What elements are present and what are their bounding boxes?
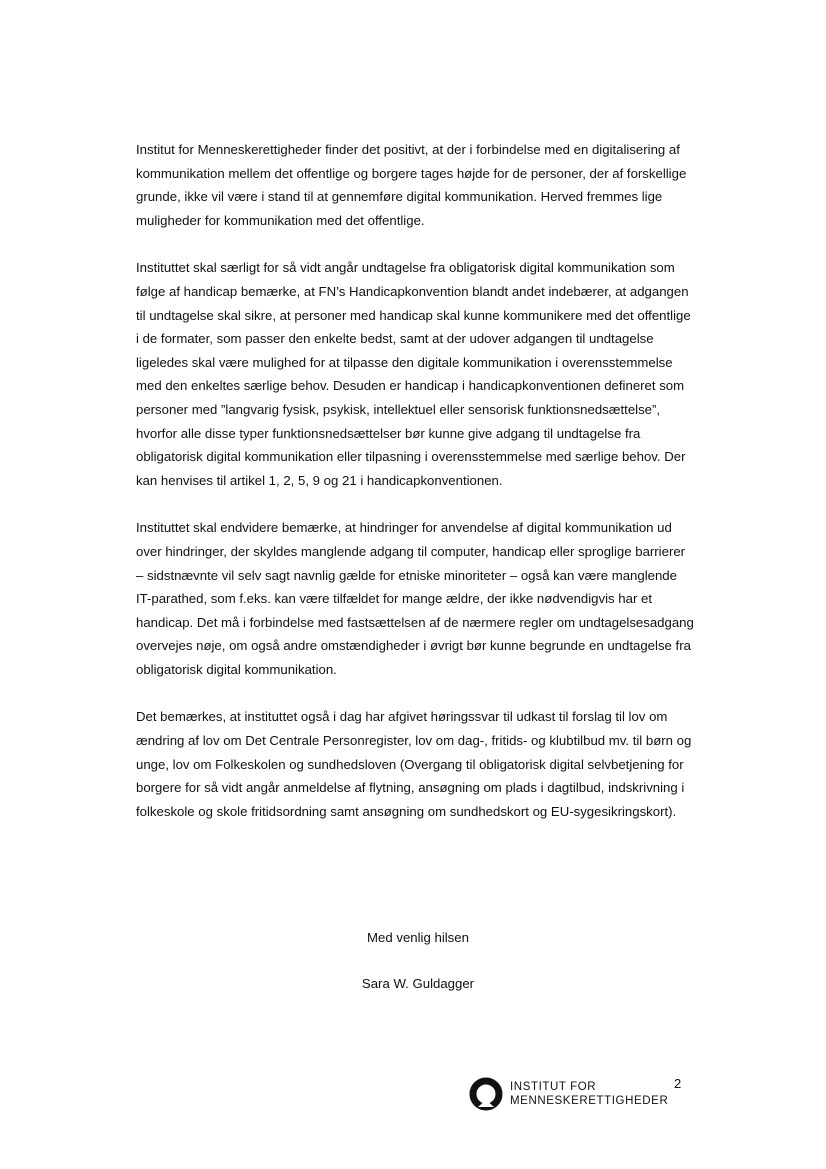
logo-line-2: MENNESKERETTIGHEDER xyxy=(510,1095,669,1107)
paragraph-3: Instituttet skal endvidere bemærke, at hindringer for anvendelse af digital kommunikation ud over hindringer, der skyldes manglende adgang til computer, handicap eller sproglige barrierer – sidstnævnte vil selv sagt navnlig gælde for etniske minoriteter – også kan være manglende IT-parathed, som f.eks. kan være tilfældet for mange ældre, der ikke nødvendigvis har et handicap. Det må i forbindelse med fastsættelsen af de nærmere regler om undtagelsesadgang overvejes nøje, om også andre omstændigheder i øvrigt bør kunne begrunde en undtagelse fra obligatorisk digital kommunikation. xyxy=(136,520,694,677)
page-number: 2 xyxy=(674,1076,682,1091)
institute-logo-icon xyxy=(468,1076,504,1112)
closing-greeting: Med venlig hilsen xyxy=(367,930,469,945)
paragraph-1: Institut for Menneskerettigheder finder det positivt, at der i forbindelse med en digitalisering af kommunikation mellem det offentlige og borgere tages højde for de personer, der af forskellige grunde, ikke vil være i stand til at gennemføre digital kommunikation. Herved fremmes lige muligheder for kommunikation med det offentlige. xyxy=(136,142,687,228)
signature-name: Sara W. Guldagger xyxy=(361,976,475,991)
paragraph-4: Det bemærkes, at instituttet også i dag har afgivet høringssvar til udkast til forslag til lov om ændring af lov om Det Centrale Personregister, lov om dag-, fritids- og klubtilbud mv. til børn og unge, lov om Folkeskolen og sundhedsloven (Overgang til obligatorisk digital selvbetjening for borgere for så vidt angår anmeldelse af flytning, ansøgning om plads i dagtilbud, indskrivning i folkeskole og skole fritidsordning samt ansøgning om sundhedskort og EU-sygesikringskort). xyxy=(136,709,692,819)
logo-line-1: INSTITUT FOR xyxy=(510,1081,597,1093)
logo-text xyxy=(510,1080,668,1108)
document-body xyxy=(136,138,696,847)
footer-logo xyxy=(468,1076,708,1112)
paragraph-2: Instituttet skal særligt for så vidt angår undtagelse fra obligatorisk digital kommunikation som følge af handicap bemærke, at FN’s Handicapkonvention blandt andet indebærer, at adgangen til undtagelse skal sikre, at personer med handicap skal kunne kommunikere med det offentlige i de formater, som passer den enkelte bedst, samt at der udover adgangen til undtagelse ligeledes skal være mulighed for at tilpasse den digitale kommunikation i overensstemmelse med den enkeltes særlige behov. Desuden er handicap i handicapkonventionen defineret som personer med ”langvarig fysisk, psykisk, intellektuel eller sensorisk funktionsnedsættelse”, hvorfor alle disse typer funktionsnedsættelser bør kunne give adgang til undtagelse fra obligatorisk digital kommunikation eller tilpasning i overensstemmelse med særlige behov. Der kan henvises til artikel 1, 2, 5, 9 og 21 i handicapkonventionen. xyxy=(136,260,691,488)
